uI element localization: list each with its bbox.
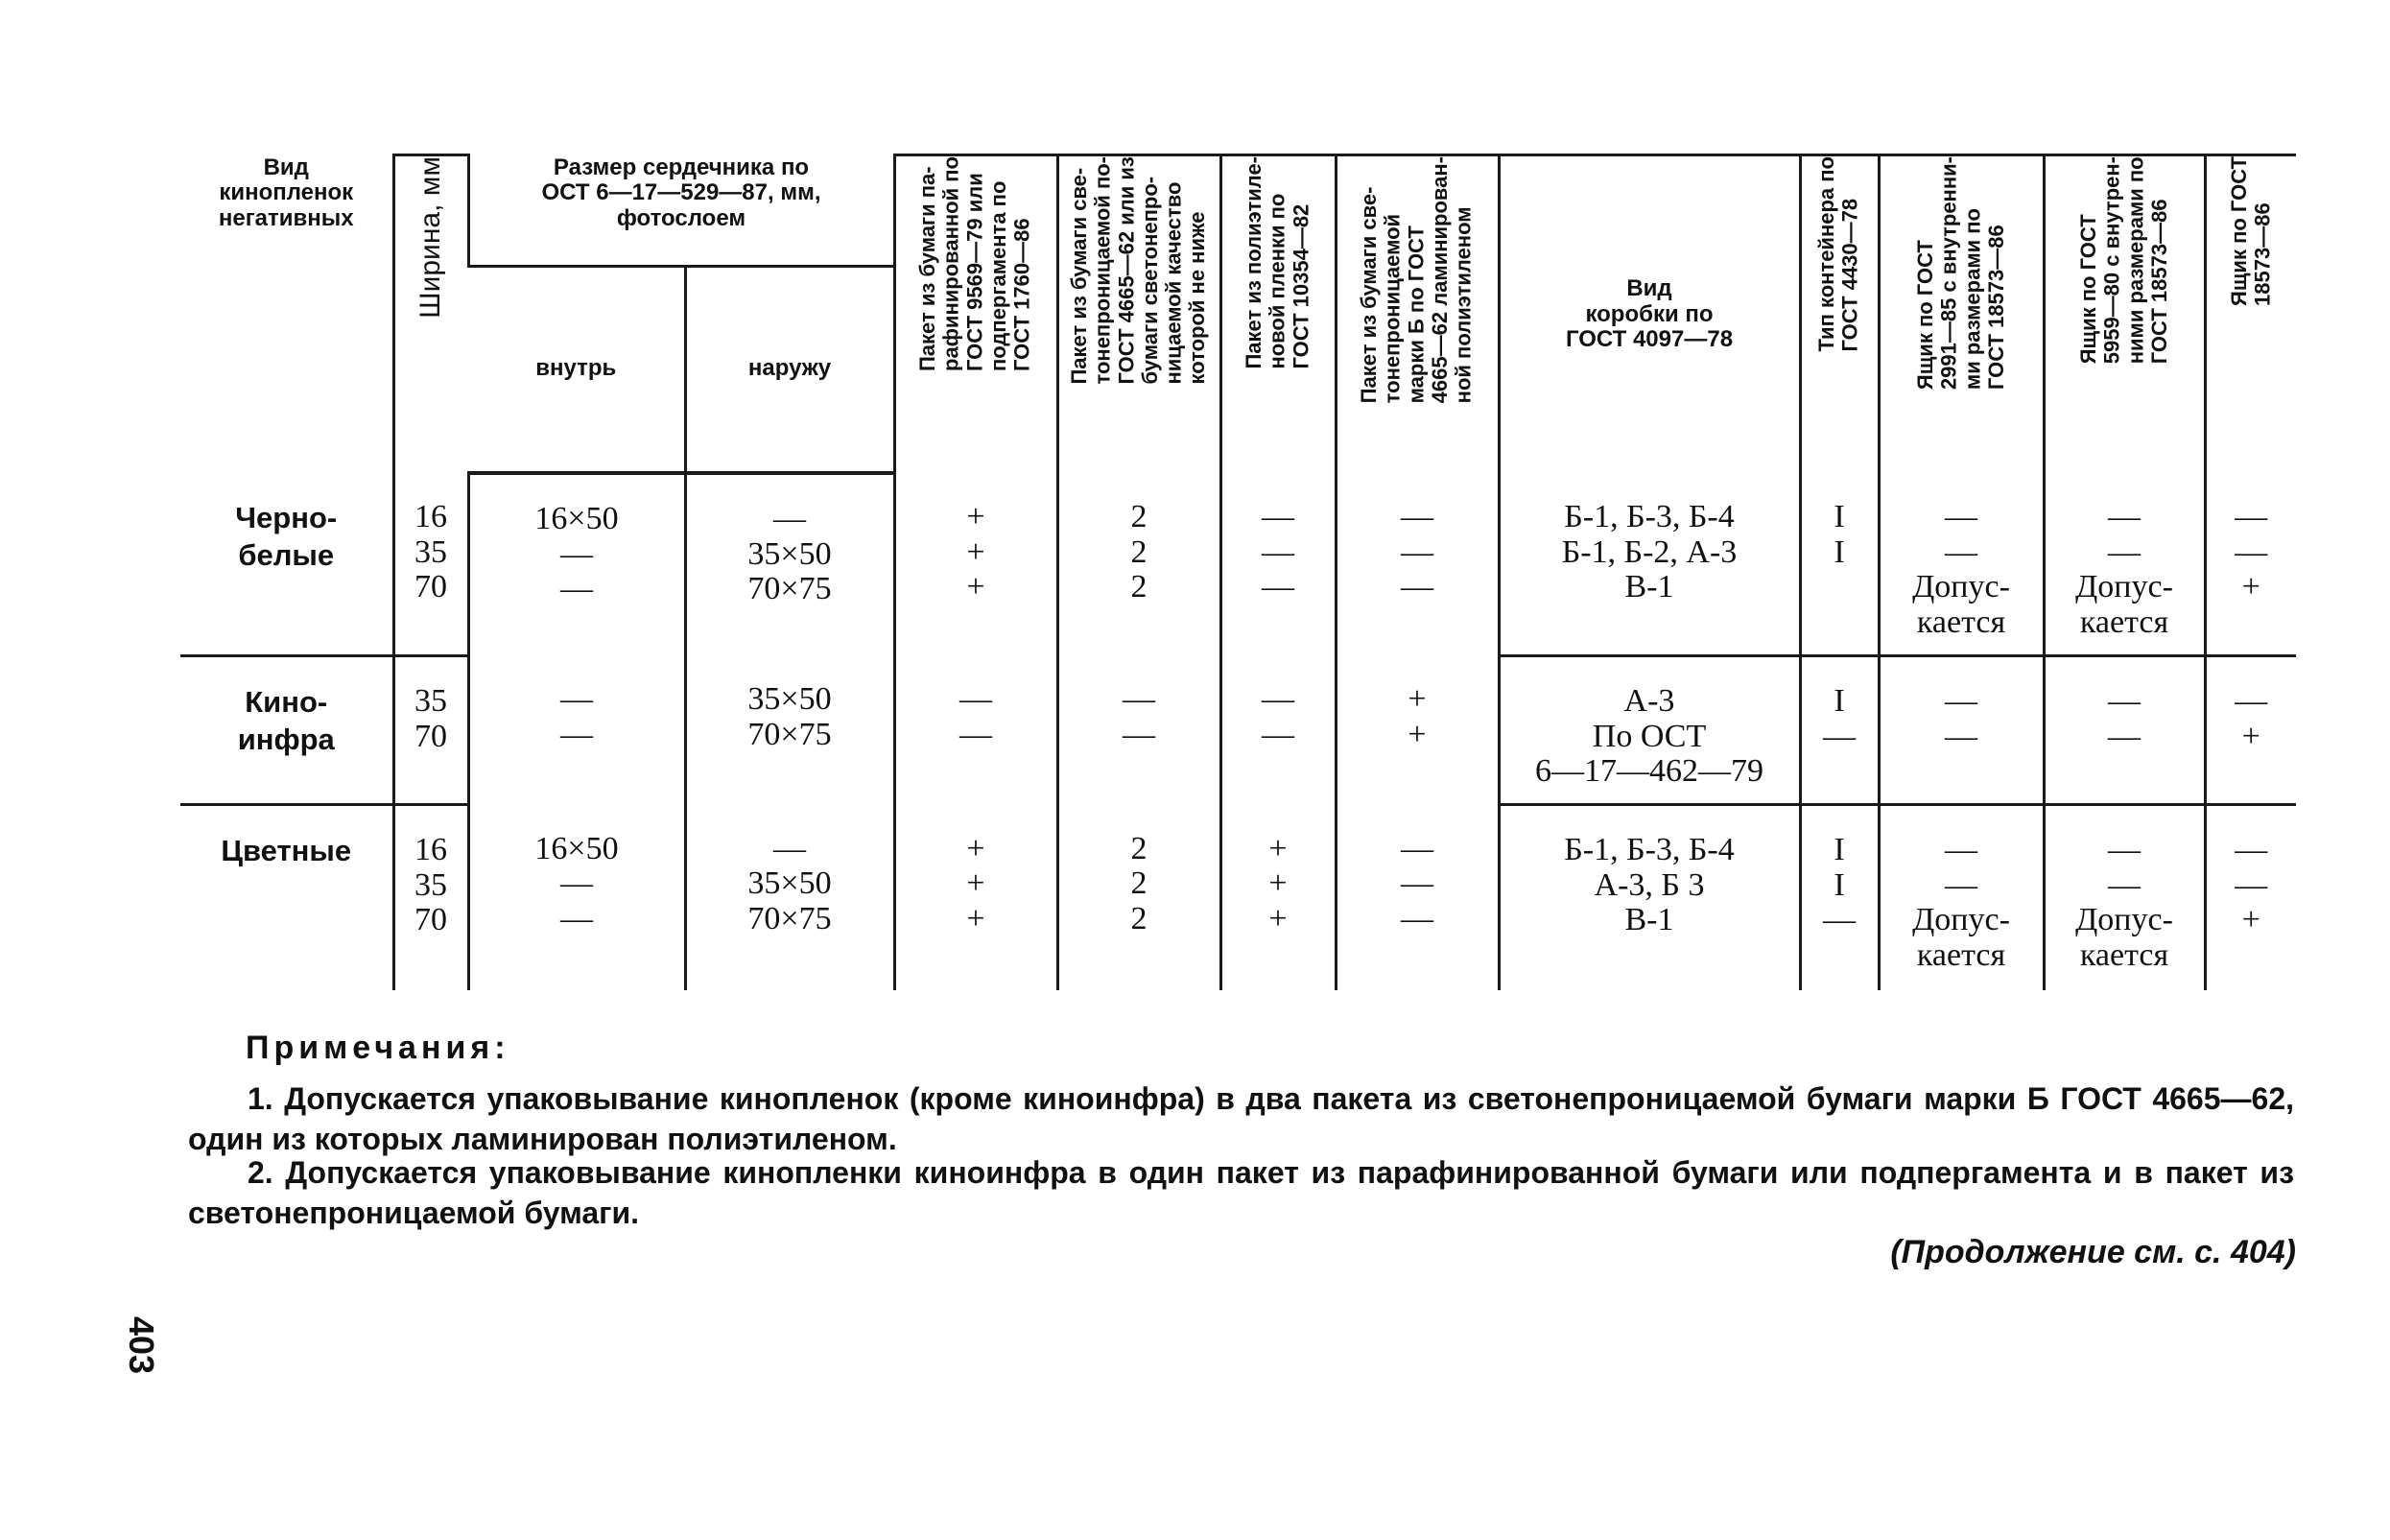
crate-5959-cell: — — Допус- кается: [2044, 805, 2205, 991]
polyethylene-packet-cell: + + +: [1220, 805, 1336, 991]
crate-18573-cell: — — +: [2205, 805, 2296, 991]
core-inside-cell: — —: [468, 655, 685, 804]
header-polyethylene-packet: Пакет из полиэтиле- новой пленки по ГОСТ 10354—82: [1220, 155, 1336, 474]
packaging-table: [180, 154, 2296, 990]
note-1: 1. Допускается упаковывание кинопленок (кроме киноинфра) в два пакета из светонепроницаемой бумаги марки Б ГОСТ 4665—62, один из которых ламинирован полиэтиленом.: [188, 1081, 2294, 1156]
crate-18573-cell: — +: [2205, 655, 2296, 804]
width-cell: 16 35 70: [393, 805, 468, 991]
note-2: 2. Допускается упаковывание кинопленки киноинфра в один пакет из парафинированной бумаги или подпергамента и в пакет из светонепроницаемой бумаги.: [188, 1155, 2294, 1230]
header-crate-2991: Ящик по ГОСТ 2991—85 с внутренни- ми размерами по ГОСТ 18573—86: [1879, 155, 2044, 474]
lightproof-packet-cell: — —: [1057, 655, 1220, 804]
lightproof-packet-cell: 2 2 2: [1057, 473, 1220, 655]
header-film-kind: Вид кинопленок негативных: [218, 154, 354, 232]
page-number: 403: [122, 1316, 161, 1375]
box-type-cell: Б-1, Б-3, Б-4 А-3, Б 3 В-1: [1499, 805, 1800, 991]
crate-5959-cell: — — Допус- кается: [2044, 473, 2205, 655]
core-inside-cell: 16×50 — —: [468, 805, 685, 991]
crate-2991-cell: — — Допус- кается: [1879, 805, 2044, 991]
film-kind-cell: Кино- инфра: [180, 655, 393, 804]
paraffin-packet-cell: — —: [894, 655, 1057, 804]
header-container-type: Тип контейнера по ГОСТ 4430—78: [1800, 155, 1879, 474]
crate-2991-cell: — — Допус- кается: [1879, 473, 2044, 655]
core-outside-cell: — 35×50 70×75: [685, 805, 894, 991]
core-outside-cell: 35×50 70×75: [685, 655, 894, 804]
laminated-packet-cell: + +: [1336, 655, 1499, 804]
header-width: Ширина, мм: [393, 155, 468, 474]
continuation-note: (Продолжение см. с. 404): [1890, 1234, 2296, 1270]
core-inside-cell: 16×50 — —: [468, 473, 685, 655]
header-crate-18573: Ящик по ГОСТ 18573—86: [2205, 155, 2296, 474]
header-laminated-packet: Пакет из бумаги све- тонепроницаемой марки Б по ГОСТ 4665—62 ламинирован- ной полиэтиленом: [1336, 155, 1499, 474]
width-cell: 16 35 70: [393, 473, 468, 655]
header-paraffin-packet: Пакет из бумаги па- рафинированной по ГОСТ 9569—79 или подпергамента по ГОСТ 1760—86: [894, 155, 1057, 474]
polyethylene-packet-cell: — —: [1220, 655, 1336, 804]
paraffin-packet-cell: + + +: [894, 805, 1057, 991]
crate-5959-cell: — —: [2044, 655, 2205, 804]
crate-2991-cell: — —: [1879, 655, 2044, 804]
container-type-cell: I I: [1800, 473, 1879, 655]
header-lightproof-packet: Пакет из бумаги све- тонепроницаемой по- ГОСТ 4665—62 или из бумаги светонепро- ницаемой качество которой не ниже: [1057, 155, 1220, 474]
crate-18573-cell: — — +: [2205, 473, 2296, 655]
film-kind-cell: Черно- белые: [235, 501, 338, 572]
table-row: [180, 805, 2296, 991]
table-header: [180, 155, 2296, 474]
film-kind-cell: Цветные: [180, 805, 393, 991]
header-core-inside: внутрь: [468, 266, 685, 473]
width-cell: 35 70: [393, 655, 468, 804]
laminated-packet-cell: — — —: [1336, 473, 1499, 655]
container-type-cell: I I —: [1800, 805, 1879, 991]
container-type-cell: I —: [1800, 655, 1879, 804]
header-core-outside: наружу: [685, 266, 894, 473]
paraffin-packet-cell: + + +: [894, 473, 1057, 655]
polyethylene-packet-cell: — — —: [1220, 473, 1336, 655]
header-crate-5959: Ящик по ГОСТ 5959—80 с внутрен- ними размерами по ГОСТ 18573—86: [2044, 155, 2205, 474]
table-row: [180, 655, 2296, 804]
lightproof-packet-cell: 2 2 2: [1057, 805, 1220, 991]
laminated-packet-cell: — — —: [1336, 805, 1499, 991]
notes-title: Примечания:: [246, 1030, 510, 1066]
core-outside-cell: — 35×50 70×75: [685, 473, 894, 655]
table-row: [180, 473, 2296, 655]
header-box-type: Вид коробки по ГОСТ 4097—78: [1499, 155, 1800, 474]
box-type-cell: А-3 По ОСТ 6—17—462—79: [1499, 655, 1800, 804]
header-core-size: Размер сердечника по ОСТ 6—17—529—87, мм, фотослоем: [468, 155, 894, 267]
box-type-cell: Б-1, Б-3, Б-4 Б-1, Б-2, А-3 В-1: [1499, 473, 1800, 655]
